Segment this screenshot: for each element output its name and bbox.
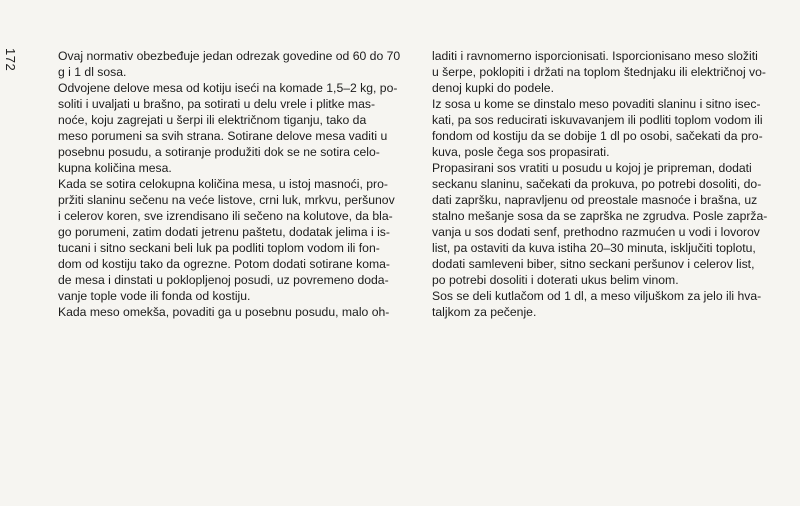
text-line: pržiti slaninu sečenu na veće listove, crni luk, mrkvu, peršunov [58,193,395,207]
text-line: Kada meso omekša, povaditi ga u posebnu posudu, malo oh- [58,305,390,319]
paragraph [58,304,402,320]
text-line: po potrebi dosoliti i doterati ukus belim vinom. [432,273,679,287]
paragraph [432,48,774,96]
text-line: g i 1 dl sosa. [58,65,127,79]
right-text-column [432,48,774,320]
text-line: seckanu slaninu, sačekati da prokuva, po potrebi dosoliti, do- [432,177,762,191]
text-line: list, pa ostaviti da kuva istiha 20–30 minuta, isključiti toplotu, [432,241,756,255]
text-line: dati zapršku, napravljenu od preostale masnoće i brašna, uz [432,193,758,207]
text-line: tucani i sitno seckani beli luk pa podliti toplom vodom ili fon- [58,241,380,255]
text-line: de mesa i dinstati u poklopljenoj posudi, uz povremeno doda- [58,273,389,287]
text-line: i celerov koren, sve izrendisano ili sečeno na kolutove, da bla- [58,209,393,223]
text-line: Iz sosa u kome se dinstalo meso povaditi slaninu i sitno isec- [432,97,761,111]
paragraph [432,160,774,288]
text-line: stalno mešanje sosa da se zaprška ne zgrudva. Posle zapržа- [432,209,768,223]
text-line: Propasirani sos vratiti u posudu u kojoj je pripreman, dodati [432,161,752,175]
paragraph [58,176,402,304]
text-line: go porumeni, zatim dodati jetrenu paštetu, dodatak jelima i is- [58,225,390,239]
text-line: fondom od kostiju da se dobije 1 dl po osobi, sačekati da pro- [432,129,763,143]
text-line: Ovaj normativ obezbeđuje jedan odrezak govedine od 60 do 70 [58,49,401,63]
text-line: u šerpe, poklopiti i držati na toplom štednjaku ili električnoj vo- [432,65,766,79]
paragraph [432,288,774,320]
text-line: noće, koju zagrejati u šerpi ili električnom tiganju, tako da [58,113,367,127]
text-line: meso porumeni sa svih strana. Sotirane delove mesa vaditi u [58,129,388,143]
text-line: posebnu posudu, a sotiranje produžiti dok se ne sotira celo- [58,145,380,159]
text-line: vanje tople vode ili fonda od kostiju. [58,289,251,303]
text-line: Odvojene delove mesa od kotiju iseći na komade 1,5–2 kg, po- [58,81,398,95]
text-line: kuva, posle čega sos propasirati. [432,145,610,159]
text-line: Sos se deli kutlačom od 1 dl, a meso viljuškom za jelo ili hva- [432,289,762,303]
paragraph [58,80,402,176]
paragraph [432,96,774,160]
text-line: Kada se sotira celokupna količina mesa, u istoj masnoći, pro- [58,177,388,191]
left-text-column [58,48,402,320]
text-line: dodati samleveni biber, sitno seckani peršunov i celerov list, [432,257,755,271]
page-number: 172 [3,48,18,72]
text-line: kati, pa sos reducirati iskuvavanjem ili podliti toplom vodom ili [432,113,763,127]
text-line: dom od kostiju tako da ogrezne. Potom dodati sotirane koma- [58,257,390,271]
text-line: kupna količina mesa. [58,161,172,175]
text-line: laditi i ravnomerno isporcionisati. Isporcionisano meso složiti [432,49,758,63]
paragraph [58,48,402,80]
text-line: vanja u sos dodati senf, prethodno razmućen u vodi i lovorov [432,225,760,239]
text-line: taljkom za pečenje. [432,305,537,319]
text-line: denoj kupki do podele. [432,81,554,95]
text-line: soliti i uvaljati u brašno, pa sotirati u delu vrele i plitke mas- [58,97,376,111]
